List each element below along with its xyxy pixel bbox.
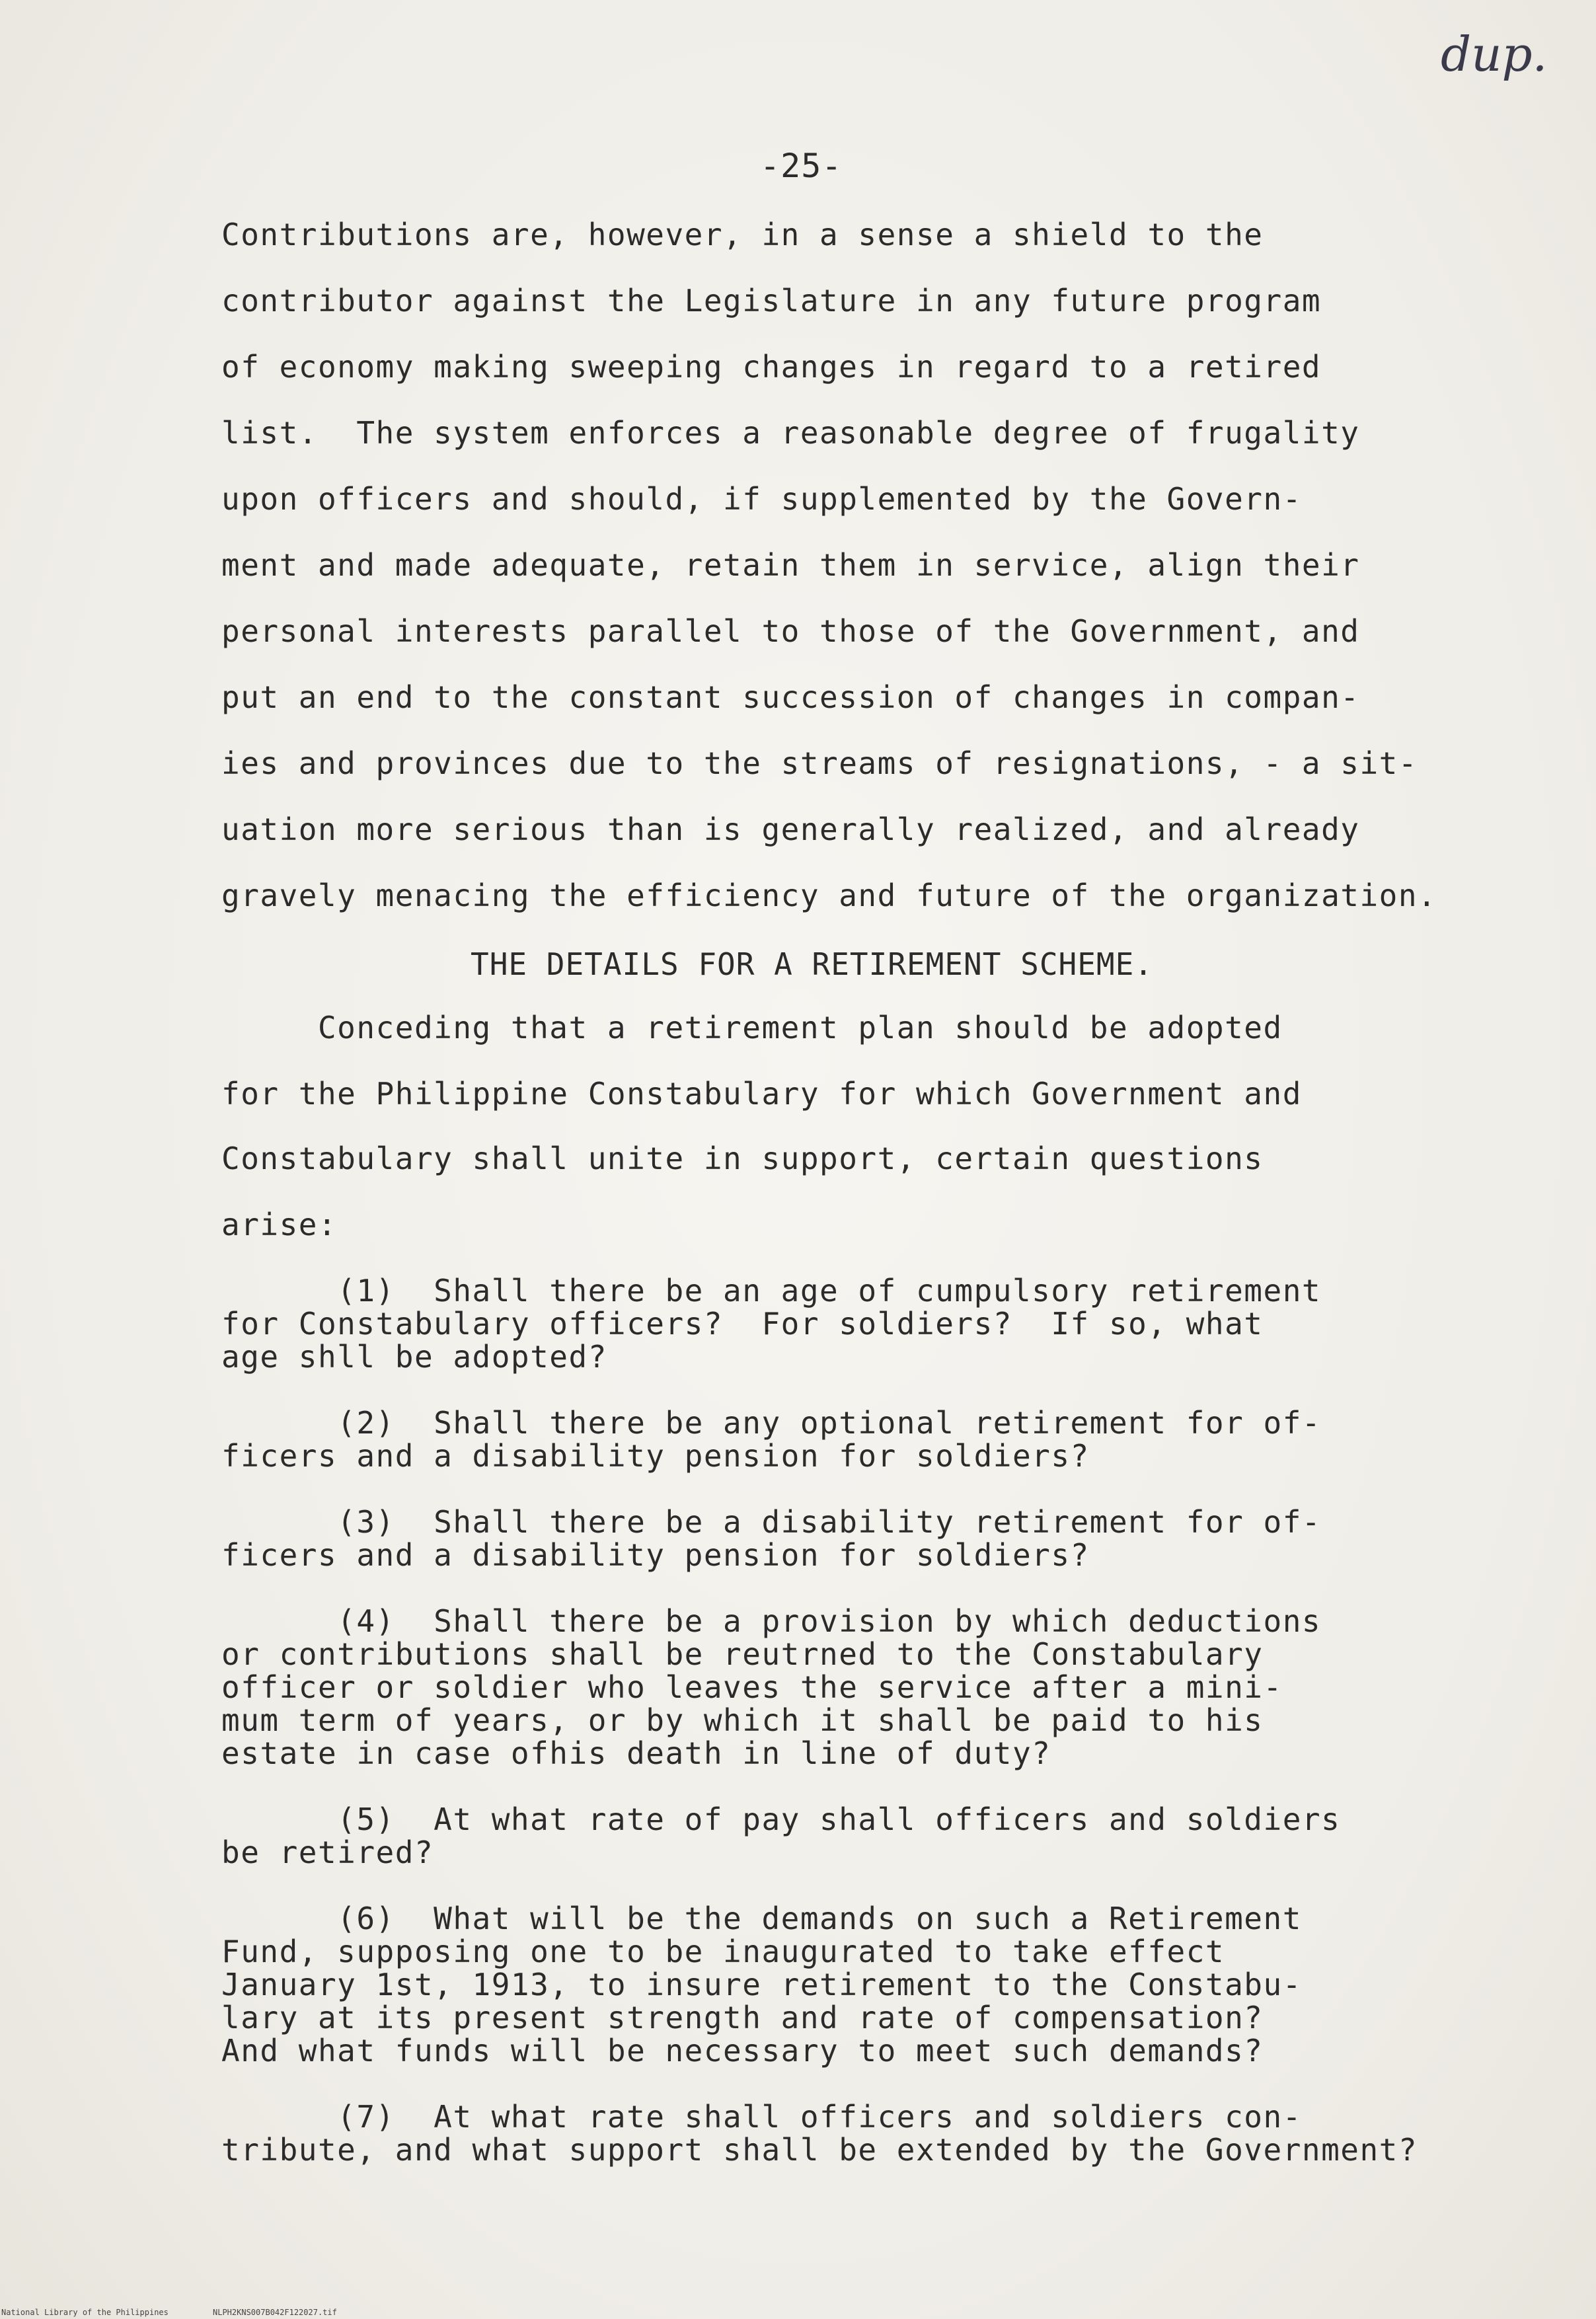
text-line: contributor against the Legislature in any future program (221, 283, 1322, 319)
text-line: be retired? (221, 1835, 434, 1870)
text-line: for Constabulary officers? For soldiers? If so, what (221, 1306, 1264, 1342)
text-line: (6) What will be the demands on such a Retirement (221, 1901, 1302, 1936)
text-line: upon officers and should, if supplemented by the Govern- (221, 481, 1302, 517)
handwritten-annotation: dup. (1441, 26, 1548, 82)
question-7 (221, 2100, 1530, 2232)
text-line: Fund, supposing one to be inaugurated to take effect (221, 1934, 1225, 1969)
text-line: or contributions shall be reutrned to the Constabulary (221, 1636, 1264, 1672)
text-line: of economy making sweeping changes in regard to a retired (221, 349, 1322, 385)
text-line: (5) At what rate of pay shall officers and soldiers (221, 1802, 1341, 1837)
text-line: (3) Shall there be a disability retirement for of- (221, 1504, 1322, 1540)
text-line: tribute, and what support shall be extended by the Government? (221, 2132, 1418, 2168)
text-line: ficers and a disability pension for soldiers? (221, 1438, 1090, 1474)
text-line: Contributions are, however, in a sense a shield to the (221, 217, 1264, 252)
text-line: gravely menacing the efficiency and future of the organization. (221, 878, 1437, 913)
text-line: put an end to the constant succession of changes in compan- (221, 679, 1360, 715)
text-line: (4) Shall there be a provision by which deductions (221, 1603, 1322, 1639)
text-line: list. The system enforces a reasonable degree of frugality (221, 415, 1360, 451)
text-line: lary at its present strength and rate of compensation? (221, 2000, 1264, 2035)
text-line: (7) At what rate shall officers and soldiers con- (221, 2099, 1302, 2135)
text-line: Conceding that a retirement plan should be adopted (221, 1010, 1283, 1045)
text-line: January 1st, 1913, to insure retirement to the Constabu- (221, 1967, 1302, 2002)
text-line: personal interests parallel to those of the Government, and (221, 613, 1360, 649)
text-line: age shll be adopted? (221, 1339, 607, 1375)
paragraph-1 (221, 217, 1530, 913)
footer-library: National Library of the Philippines (1, 2308, 169, 2317)
text-line: And what funds will be necessary to meet such demands? (221, 2033, 1264, 2069)
text-line: estate in case ofhis death in line of duty? (221, 1735, 1051, 1771)
scan-footer (0, 2306, 1596, 2319)
text-line: mum term of years, or by which it shall be paid to his (221, 1702, 1264, 1738)
text-line: (1) Shall there be an age of cumpulsory retirement (221, 1273, 1322, 1309)
section-heading: THE DETAILS FOR A RETIREMENT SCHEME. (471, 946, 1153, 982)
text-line: ficers and a disability pension for soldiers? (221, 1537, 1090, 1573)
text-line: ment and made adequate, retain them in service, align their (221, 547, 1360, 583)
text-line: arise: (221, 1207, 338, 1242)
paragraph-2 (221, 1010, 1530, 1242)
text-line: uation more serious than is generally realized, and already (221, 812, 1360, 847)
text-line: (2) Shall there be any optional retirement for of- (221, 1405, 1322, 1441)
footer-filename: NLPH2KNS007B042F122027.tif (213, 2308, 337, 2317)
text-line: for the Philippine Constabulary for which Government and (221, 1076, 1302, 1112)
text-line: Constabulary shall unite in support, certain questions (221, 1141, 1264, 1176)
text-line: ies and provinces due to the streams of resignations, - a sit- (221, 745, 1418, 781)
page-number: -25- (760, 147, 843, 185)
text-line: officer or soldier who leaves the service after a mini- (221, 1669, 1283, 1705)
